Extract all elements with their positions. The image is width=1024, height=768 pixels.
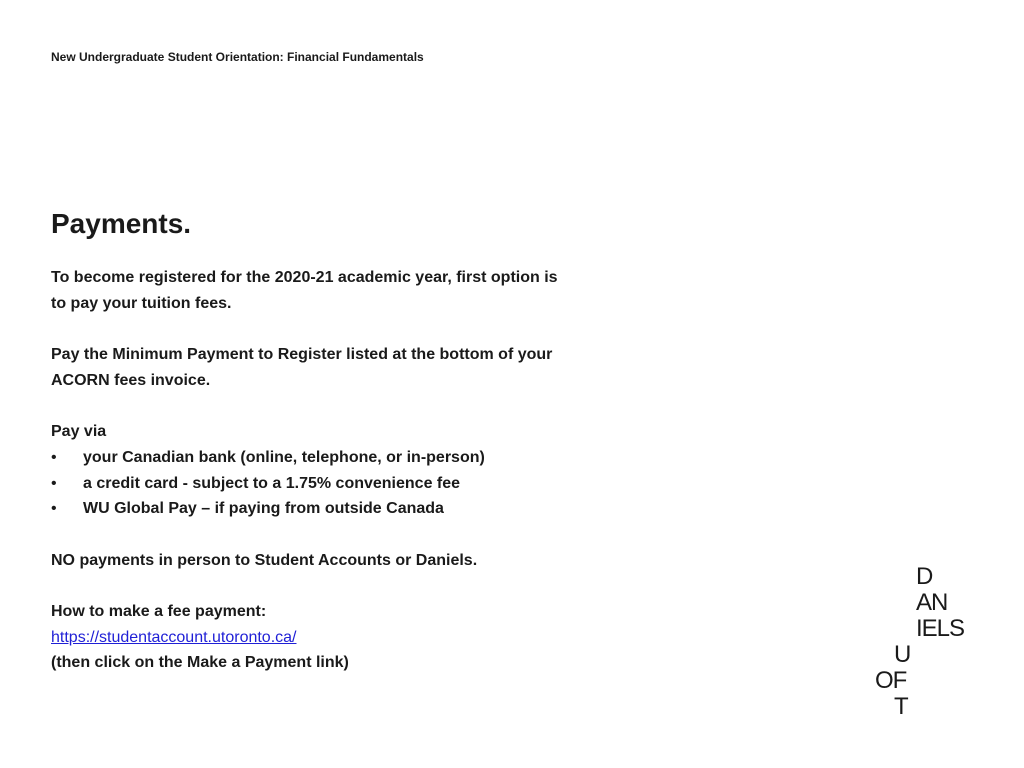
logo-line-5: OF — [875, 667, 907, 694]
student-account-link[interactable]: https://studentaccount.utoronto.ca/ — [51, 628, 297, 646]
payment-option-text: WU Global Pay – if paying from outside Canada — [83, 500, 444, 518]
logo-line-3: IELS — [916, 615, 965, 642]
payment-options-list — [51, 445, 651, 522]
intro-text — [51, 265, 651, 316]
spacer — [51, 522, 651, 548]
minimum-payment-text — [51, 342, 651, 393]
bullet-icon: • — [51, 448, 57, 466]
daniels-uoft-logo — [872, 564, 982, 724]
header-title: New Undergraduate Student Orientation: Financial Fundamentals — [51, 50, 424, 64]
bullet-icon: • — [51, 500, 57, 518]
spacer — [51, 573, 651, 599]
logo-line-1: D — [916, 563, 933, 590]
minimum-line-1: Pay the Minimum Payment to Register listed at the bottom of your — [51, 346, 553, 364]
logo-line-6: T — [894, 693, 908, 720]
payment-option-text: a credit card - subject to a 1.75% convenience fee — [83, 474, 461, 492]
list-item — [51, 471, 651, 497]
intro-line-2: to pay your tuition fees. — [51, 294, 232, 312]
logo-line-2: AN — [916, 589, 948, 616]
payment-option-text: your Canadian bank (online, telephone, or in-person) — [83, 448, 485, 466]
slide-title: Payments. — [51, 208, 192, 239]
logo-line-4: U — [894, 641, 911, 668]
link-note: (then click on the Make a Payment link) — [51, 654, 349, 672]
no-payments-notice: NO payments in person to Student Accounts or Daniels. — [51, 551, 478, 569]
slide-content — [51, 265, 651, 676]
intro-line-1: To become registered for the 2020-21 academic year, first option is — [51, 269, 558, 286]
list-item — [51, 445, 651, 471]
minimum-line-2: ACORN fees invoice. — [51, 371, 211, 389]
spacer — [51, 316, 651, 342]
list-item — [51, 496, 651, 522]
how-to-pay-label: How to make a fee payment: — [51, 603, 267, 621]
pay-via-label: Pay via — [51, 423, 107, 441]
spacer — [51, 394, 651, 420]
bullet-icon: • — [51, 474, 57, 492]
